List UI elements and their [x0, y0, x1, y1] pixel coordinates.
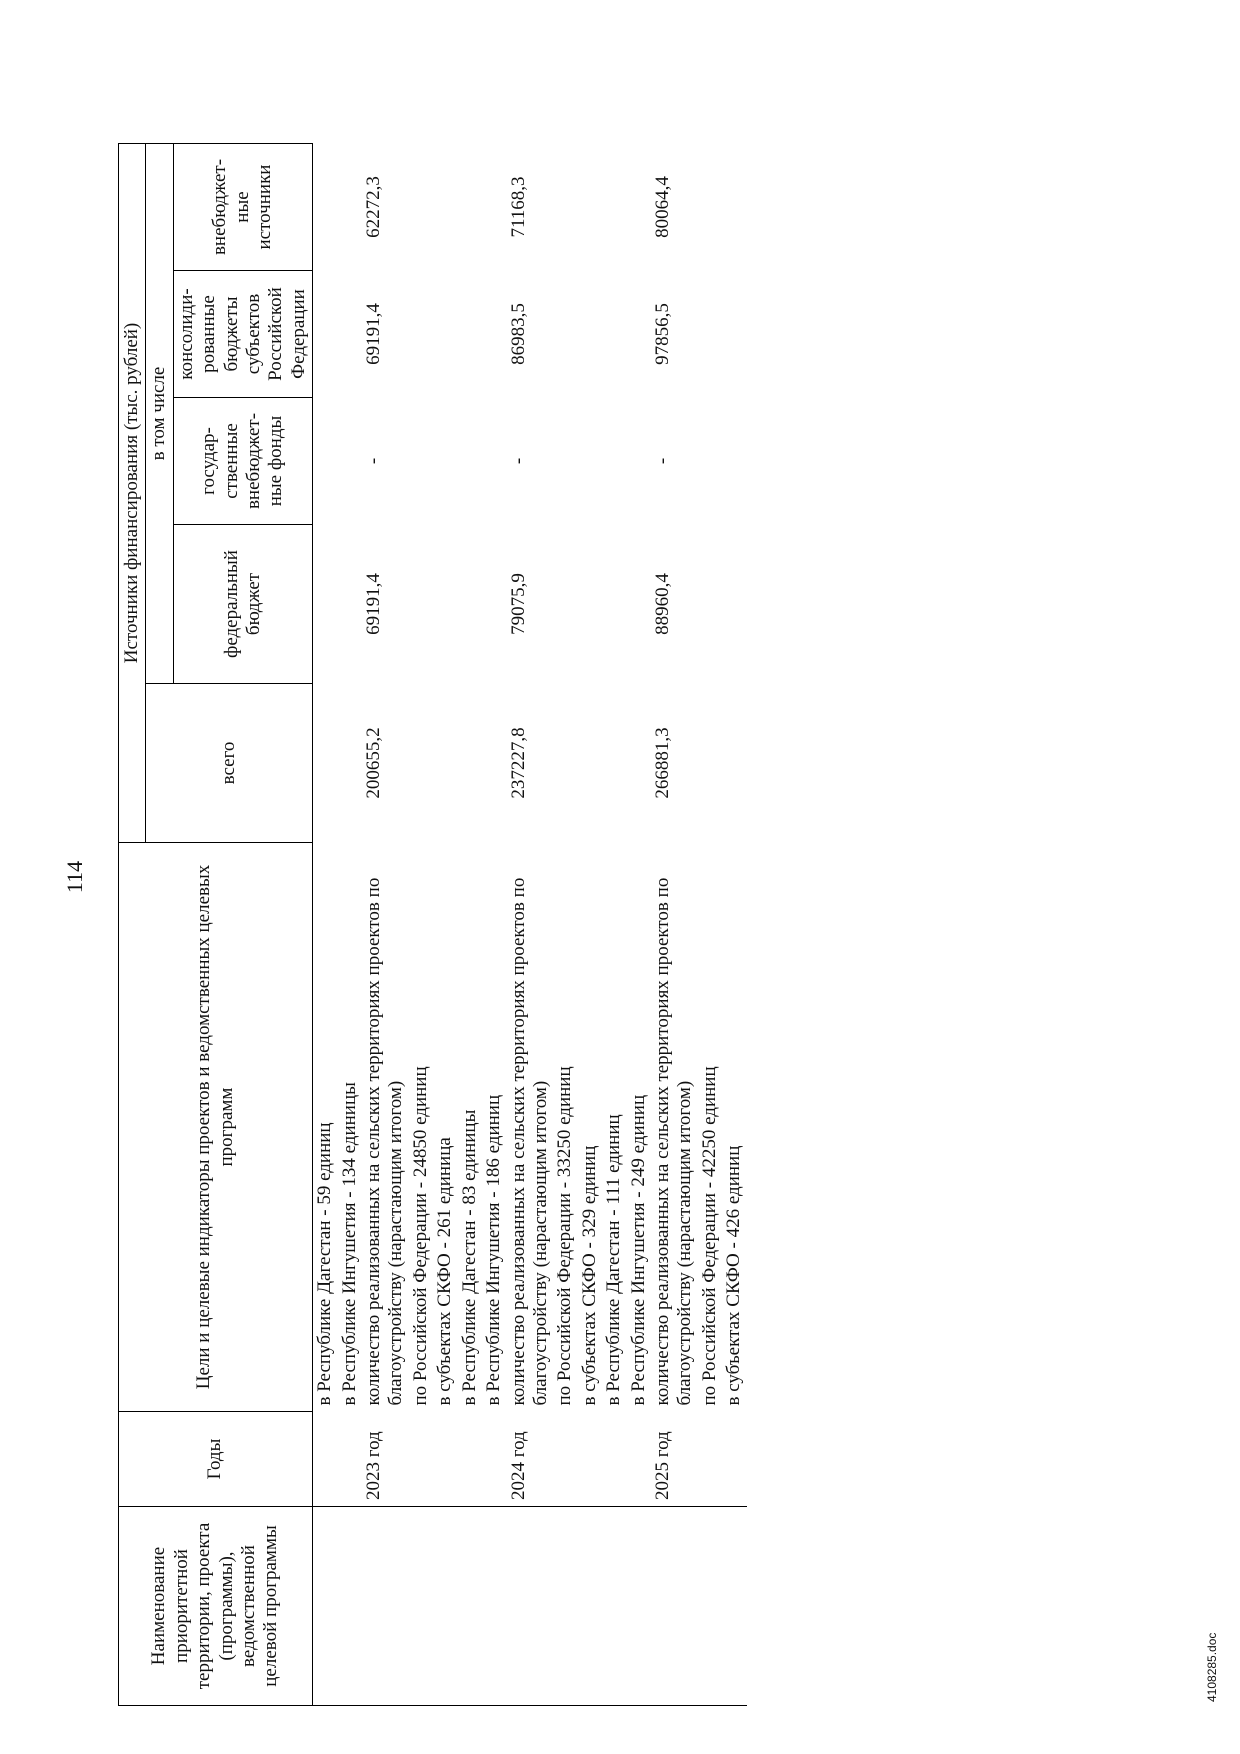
- cell-name: [338, 1507, 362, 1706]
- cell-regional: [433, 271, 457, 398]
- cell-state: [553, 398, 577, 525]
- header-extra: внебюджет-ные источники: [173, 144, 312, 271]
- cell-extra: [698, 144, 722, 271]
- cell-federal: [722, 525, 746, 684]
- cell-state: [627, 398, 651, 525]
- cell-total: [698, 684, 722, 843]
- table-row: [482, 144, 506, 1706]
- header-federal: федеральный бюджет: [173, 525, 312, 684]
- cell-year: [433, 1412, 457, 1507]
- cell-name: [362, 1507, 409, 1706]
- cell-extra: [313, 144, 338, 271]
- cell-name: [507, 1507, 554, 1706]
- table-row: [722, 144, 746, 1706]
- cell-extra: [409, 144, 433, 271]
- cell-federal: [313, 525, 338, 684]
- cell-name: [313, 1507, 338, 1706]
- table-row: [698, 144, 722, 1706]
- cell-state: [458, 398, 482, 525]
- cell-state: [482, 398, 506, 525]
- cell-total: [458, 684, 482, 843]
- cell-total: 200655,2: [363, 727, 385, 799]
- cell-extra: [722, 144, 746, 271]
- cell-goal: в субъектах СКФО - 426 единиц: [723, 1145, 745, 1406]
- header-name: Наименование приоритетной территории, проекта (программы), ведомственной целевой программы: [119, 1507, 313, 1706]
- cell-goal: в Республике Дагестан - 83 единицы: [458, 1109, 480, 1406]
- cell-total: [313, 684, 338, 843]
- cell-name: [578, 1507, 602, 1706]
- cell-regional: 86983,5: [507, 303, 529, 365]
- cell-state: -: [507, 457, 529, 465]
- cell-extra: 80064,4: [651, 176, 673, 238]
- header-regional: консолиди-рованные бюджеты субъектов Российской Федерации: [173, 271, 312, 398]
- footer-filename: 4108285.doc: [1205, 1632, 1219, 1702]
- cell-regional: 97856,5: [651, 303, 673, 365]
- cell-year: [313, 1412, 338, 1507]
- cell-goal: в субъектах СКФО - 329 единиц: [578, 1145, 600, 1406]
- cell-state: [698, 398, 722, 525]
- cell-regional: [338, 271, 362, 398]
- table-row: [313, 144, 338, 1706]
- cell-extra: [578, 144, 602, 271]
- cell-goal: в субъектах СКФО - 261 единица: [434, 1137, 456, 1406]
- cell-year: [409, 1412, 433, 1507]
- cell-state: [578, 398, 602, 525]
- cell-regional: [578, 271, 602, 398]
- page-number: 114: [62, 860, 87, 894]
- cell-extra: 71168,3: [507, 176, 529, 238]
- cell-goal: количество реализованных на сельских территориях проектов по благоустройству (нарастающим итогом): [651, 877, 696, 1406]
- cell-name: [722, 1507, 746, 1706]
- cell-total: [627, 684, 651, 843]
- cell-total: [578, 684, 602, 843]
- cell-goal: количество реализованных на сельских территориях проектов по благоустройству (нарастающим итогом): [363, 877, 407, 1406]
- cell-federal: [482, 525, 506, 684]
- funding-table: [118, 143, 747, 1706]
- cell-name: [698, 1507, 722, 1706]
- cell-extra: [433, 144, 457, 271]
- table-row: [409, 144, 433, 1706]
- cell-regional: [602, 271, 626, 398]
- cell-state: [313, 398, 338, 525]
- cell-year: 2024 год: [507, 1431, 529, 1500]
- cell-goal: в Республике Ингушетия - 249 единиц: [627, 1094, 649, 1406]
- table-row: [433, 144, 457, 1706]
- cell-extra: [553, 144, 577, 271]
- cell-name: [651, 1507, 698, 1706]
- header-total: всего: [146, 684, 313, 843]
- table-row: [338, 144, 362, 1706]
- cell-total: [553, 684, 577, 843]
- cell-state: [433, 398, 457, 525]
- cell-year: [602, 1412, 626, 1507]
- cell-extra: [338, 144, 362, 271]
- cell-total: [409, 684, 433, 843]
- cell-year: [627, 1412, 651, 1507]
- cell-regional: [553, 271, 577, 398]
- cell-regional: [698, 271, 722, 398]
- table-row: [627, 144, 651, 1706]
- cell-state: -: [363, 457, 385, 465]
- cell-regional: [313, 271, 338, 398]
- cell-regional: [722, 271, 746, 398]
- cell-goal: по Российской Федерации - 24850 единиц: [409, 1066, 431, 1406]
- cell-extra: 62272,3: [363, 176, 385, 238]
- cell-name: [458, 1507, 482, 1706]
- cell-state: -: [651, 457, 673, 465]
- cell-extra: [482, 144, 506, 271]
- cell-year: 2025 год: [651, 1431, 673, 1500]
- cell-federal: [338, 525, 362, 684]
- header-state-funds: государ-ственные внебюджет-ные фонды: [173, 398, 312, 525]
- cell-regional: [482, 271, 506, 398]
- cell-goal: по Российской Федерации - 42250 единиц: [698, 1066, 720, 1406]
- cell-year: [482, 1412, 506, 1507]
- cell-total: [433, 684, 457, 843]
- cell-goal: по Российской Федерации - 33250 единиц: [554, 1066, 576, 1406]
- cell-federal: [602, 525, 626, 684]
- table-row: [458, 144, 482, 1706]
- cell-regional: 69191,4: [363, 303, 385, 365]
- cell-federal: [458, 525, 482, 684]
- cell-total: 237227,8: [507, 727, 529, 799]
- cell-total: [722, 684, 746, 843]
- cell-name: [627, 1507, 651, 1706]
- cell-goal: в Республике Дагестан - 59 единиц: [314, 1122, 336, 1406]
- cell-goal: в Республике Ингушетия - 186 единиц: [483, 1094, 505, 1406]
- cell-extra: [602, 144, 626, 271]
- cell-federal: [433, 525, 457, 684]
- cell-state: [338, 398, 362, 525]
- table-row: [602, 144, 626, 1706]
- cell-federal: [627, 525, 651, 684]
- cell-name: [482, 1507, 506, 1706]
- cell-name: [553, 1507, 577, 1706]
- cell-total: [338, 684, 362, 843]
- cell-state: [409, 398, 433, 525]
- cell-federal: [409, 525, 433, 684]
- table-row: [578, 144, 602, 1706]
- table-row: [362, 144, 409, 1706]
- cell-name: [602, 1507, 626, 1706]
- cell-year: [458, 1412, 482, 1507]
- cell-federal: 69191,4: [363, 573, 385, 635]
- table-row: [651, 144, 698, 1706]
- cell-federal: 88960,4: [651, 573, 673, 635]
- cell-year: [553, 1412, 577, 1507]
- cell-total: [602, 684, 626, 843]
- cell-regional: [627, 271, 651, 398]
- cell-name: [433, 1507, 457, 1706]
- header-funding: Источники финансирования (тыс. рублей): [119, 144, 146, 843]
- cell-regional: [409, 271, 433, 398]
- cell-year: [578, 1412, 602, 1507]
- header-including: в том числе: [146, 144, 173, 684]
- cell-total: 266881,3: [651, 727, 673, 799]
- table-row: [553, 144, 577, 1706]
- header-goals: Цели и целевые индикаторы проектов и ведомственных целевых программ: [119, 843, 313, 1412]
- cell-state: [602, 398, 626, 525]
- cell-extra: [627, 144, 651, 271]
- cell-goal: в Республике Ингушетия - 134 единицы: [338, 1082, 360, 1406]
- cell-goal: количество реализованных на сельских территориях проектов по благоустройству (нарастающим итогом): [507, 877, 551, 1406]
- cell-federal: [553, 525, 577, 684]
- cell-regional: [458, 271, 482, 398]
- table-row: [507, 144, 554, 1706]
- cell-federal: [578, 525, 602, 684]
- cell-name: [409, 1507, 433, 1706]
- cell-total: [482, 684, 506, 843]
- cell-federal: [698, 525, 722, 684]
- cell-extra: [458, 144, 482, 271]
- cell-year: [722, 1412, 746, 1507]
- cell-federal: 79075,9: [507, 573, 529, 635]
- cell-year: [338, 1412, 362, 1507]
- cell-year: 2023 год: [363, 1431, 385, 1500]
- cell-state: [722, 398, 746, 525]
- header-years: Годы: [119, 1412, 313, 1507]
- cell-goal: в Республике Дагестан - 111 единиц: [603, 1114, 625, 1406]
- cell-year: [698, 1412, 722, 1507]
